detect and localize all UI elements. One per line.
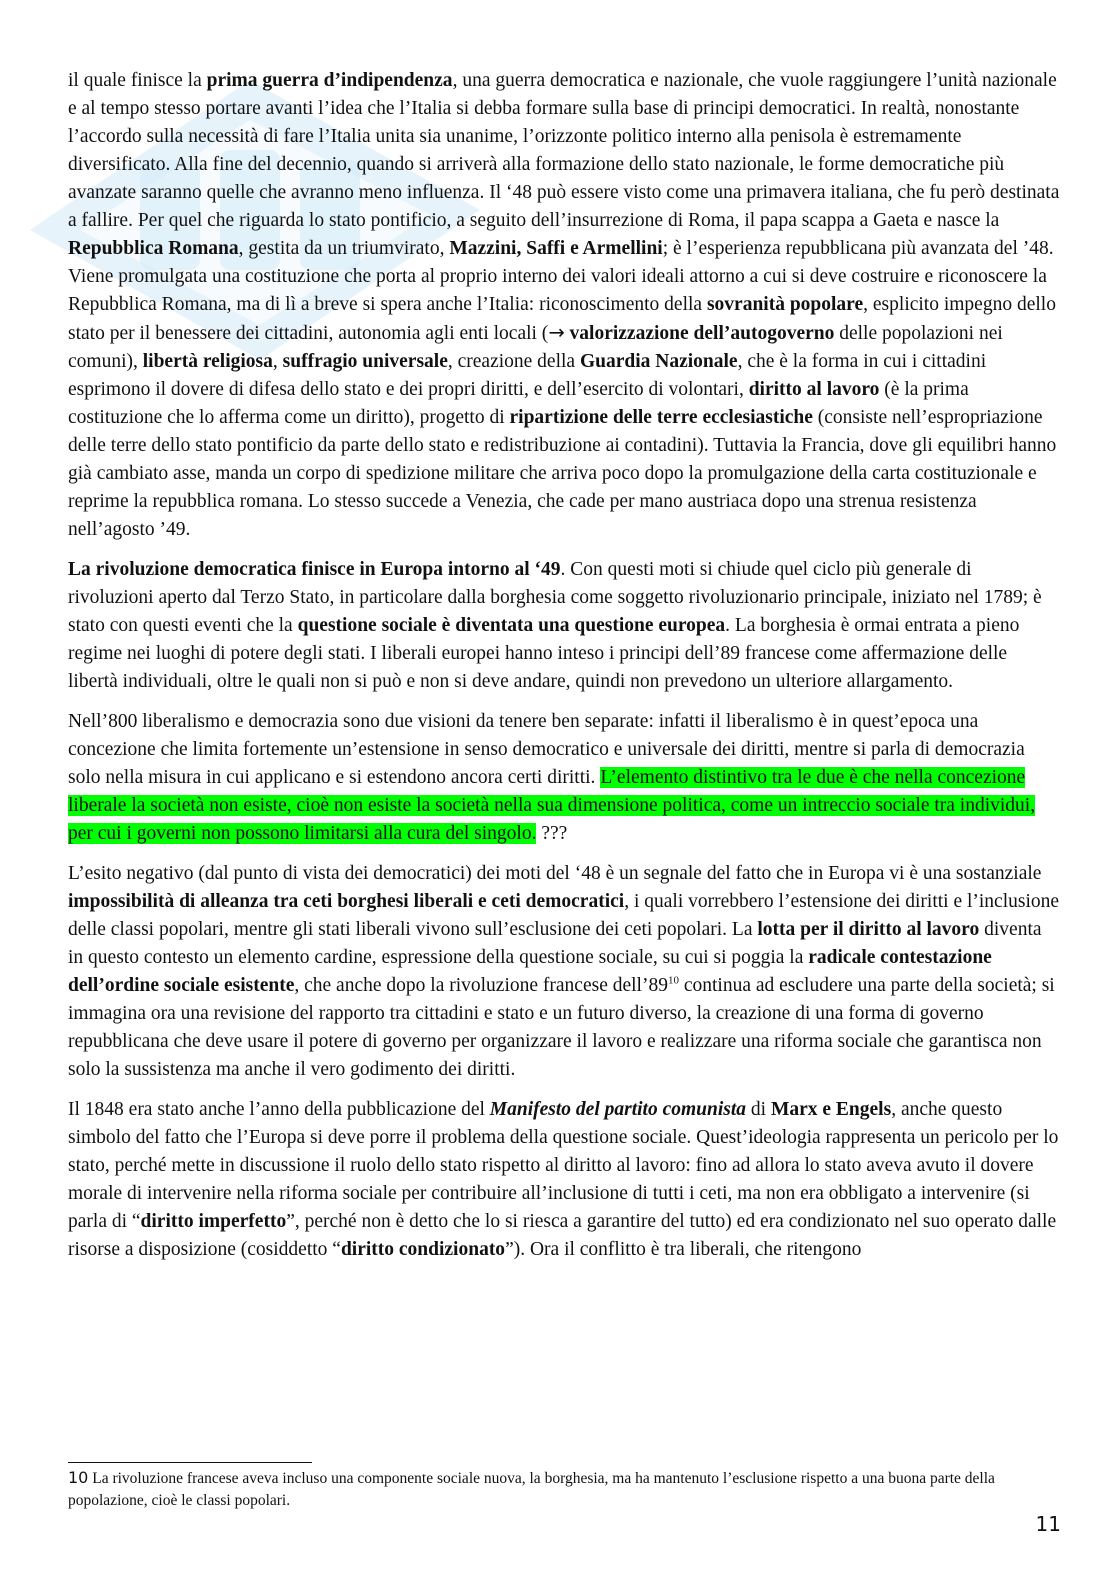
bold-term: Repubblica Romana — [68, 238, 239, 259]
text-span: , — [272, 351, 283, 372]
footnote-text: La rivoluzione francese aveva incluso una componente sociale nuova, la borghesia, ma ha mantenuto l’esclusione rispetto a una buona parte della popolazione, cioè le classi popolari. — [68, 1470, 995, 1509]
paragraph-2 — [68, 556, 1060, 696]
text-span: ??? — [536, 823, 568, 844]
bold-term: sovranità popolare — [706, 294, 864, 315]
text-span: , gestita da un triumvirato, — [238, 238, 450, 259]
paragraph-5 — [68, 1096, 1060, 1264]
text-span: Nell’800 liberalismo e democrazia sono due visioni da tenere ben separate: infatti il liberalismo è in quest’epoca una concezione che limita fortemente un’estensione in senso democratico e universale dei diritti, mentre si parla di democrazia solo nella misura in cui applicano e si estendono ancora certi diritti. — [68, 711, 1025, 788]
bold-term: Mazzini, Saffi e Armellini — [449, 238, 663, 259]
text-span: , creazione della — [447, 351, 580, 372]
text-span: , esplicito impegno dello stato per il benessere dei cittadini, autonomia agli enti locali ( — [68, 294, 1056, 344]
bold-term: diritto imperfetto — [140, 1211, 287, 1232]
text-span: . Con questi moti si chiude quel ciclo più generale di rivoluzioni aperto dal Terzo Stato, in particolare dalla borghesia come soggetto rivoluzionario principale, iniziato nel 1789; è stato con questi eventi che la — [68, 559, 1042, 636]
paragraph-1 — [68, 67, 1060, 544]
arrow-right-icon: → — [548, 321, 565, 344]
bold-term: prima guerra d’indipendenza — [206, 70, 453, 91]
footnote-reference[interactable]: 10 — [667, 974, 679, 987]
text-span: . La borghesia è ormai entrata a pieno regime nei luoghi di potere degli stati. I liberali europei hanno inteso i principi dell’89 francese come affermazione delle libertà individuali, oltre le quali non si può e non si deve andare, quindi non prevedono un ulteriore allargamento. — [68, 615, 1020, 692]
text-span: , che anche dopo la rivoluzione francese dell’89 — [294, 975, 668, 996]
bold-term: diritto condizionato — [340, 1239, 506, 1260]
text-span: ”). Ora il conflitto è tra liberali, che ritengono — [505, 1239, 862, 1260]
footnote — [68, 1467, 1060, 1512]
bold-term: Marx e Engels — [770, 1099, 892, 1120]
bold-term: lotta per il diritto al lavoro — [757, 919, 980, 940]
paragraph-4 — [68, 860, 1060, 1084]
text-span: continua ad escludere una parte della società; si immagina ora una revisione del rapporto tra cittadini e stato e un futuro diverso, la creazione di una forma di governo repubblicana che deve usare il potere di governo per organizzare il lavoro e realizzare una riforma sociale che garantisca non solo la sussistenza ma anche il vero godimento dei diritti. — [68, 975, 1055, 1080]
text-span: , che è la forma in cui i cittadini esprimono il dovere di difesa dello stato e dei propri diritti, e dell’esercito di volontari, — [68, 351, 987, 400]
text-span: Il 1848 era stato anche l’anno della pubblicazione del — [68, 1099, 490, 1120]
text-span: (consiste nell’espropriazione delle terre dello stato pontificio da parte dello stato e redistribuzione ai contadini). Tuttavia la Francia, dove gli equilibri hanno già cambiato asse, manda un corpo di spedizione militare che arriva poco dopo la promulgazione della carta costituzionale e reprime la repubblica romana. Lo stesso succede a Venezia, che cade per mano austriaca dopo una strenua resistenza nell’agosto ’49. — [68, 407, 1057, 540]
text-span: ”, perché non è detto che lo si riesca a garantire del tutto) ed era condizionato nel suo operato dalle risorse a disposizione (cosiddetto “ — [68, 1211, 1057, 1260]
footnote-separator — [68, 1462, 312, 1463]
footnote-number: 10 — [68, 1468, 89, 1487]
book-title: Manifesto del partito comunista — [489, 1099, 747, 1120]
text-span: il quale finisce la — [68, 70, 207, 91]
text-span: L’esito negativo (dal punto di vista dei democratici) dei moti del ‘48 è un segnale del fatto che in Europa vi è una sostanziale — [68, 863, 1042, 884]
bold-term: diritto al lavoro — [748, 379, 880, 400]
text-span: , i quali vorrebbero l’estensione dei diritti e l’inclusione delle classi popolari, mentre gli stati liberali vivono sull’esclusione dei ceti popolari. La — [68, 891, 1060, 940]
text-span: , anche questo simbolo del fatto che l’Europa si deve porre il problema della questione sociale. Quest’ideologia rappresenta un pericolo per lo stato, perché mette in discussione il ruolo dello stato rispetto al diritto al lavoro: fino ad allora lo stato aveva avuto il dovere morale di intervenire nella riforma sociale per contribuire all’inclusione di tutti i ceti, ma non era obbligato a intervenire (si parla di “ — [68, 1099, 1059, 1232]
document-body — [68, 67, 1060, 1276]
text-span: (è la prima costituzione che lo afferma come un diritto), progetto di — [68, 379, 969, 428]
bold-term: radicale contestazione dell’ordine sociale esistente — [68, 947, 992, 996]
bold-term: valorizzazione dell’autogoverno — [569, 323, 835, 344]
text-span: diventa in questo contesto un elemento cardine, espressione della questione sociale, su cui si poggia la — [68, 919, 1042, 968]
paragraph-3 — [68, 708, 1060, 848]
text-span: , una guerra democratica e nazionale, che vuole raggiungere l’unità nazionale e al tempo stesso portare avanti l’idea che l’Italia si debba formare sulla base di principi democratici. In realtà, nonostante l’accordo sulla necessità di fare l’Italia unita sia unanime, l’orizzonte politico interno alla penisola è estremamente diversificato. Alla fine del decennio, quando si arriverà alla formazione dello stato nazionale, le forme democratiche più avanzate saranno quelle che avranno meno influenza. Il ‘48 può essere visto come una primavera italiana, che fu però destinata a fallire. Per quel che riguarda lo stato pontificio, a seguito dell’insurrezione di Roma, il papa scappa a Gaeta e nasce la — [68, 70, 1060, 231]
bold-term: ripartizione delle terre ecclesiastiche — [509, 407, 813, 428]
page-number: 11 — [1035, 1512, 1061, 1536]
text-span: delle popolazioni nei comuni), — [68, 323, 1003, 372]
bold-term: suffragio universale — [282, 351, 448, 372]
bold-term: La rivoluzione democratica finisce in Europa intorno al ‘49 — [68, 559, 561, 580]
bold-term: libertà religiosa — [142, 351, 273, 372]
text-span: di — [746, 1099, 771, 1120]
bold-term: Guardia Nazionale — [579, 351, 738, 372]
bold-term: questione sociale è diventata una questione europea — [297, 615, 726, 636]
highlighted-text: L’elemento distintivo tra le due è che nella concezione liberale la società non esiste, cioè non esiste la società nella sua dimensione politica, come un intreccio sociale tra individui, per cui i governi non possono limitarsi alla cura del singolo. — [68, 767, 1036, 844]
text-span: ; è l’esperienza repubblicana più avanzata del ’48. Viene promulgata una costituzione che porta al proprio interno dei valori ideali attorno a cui si deve costruire e riconoscere la Repubblica Romana, ma di lì a breve si spera anche l’Italia: riconoscimento della — [68, 238, 1054, 315]
bold-term: impossibilità di alleanza tra ceti borghesi liberali e ceti democratici — [68, 891, 625, 912]
